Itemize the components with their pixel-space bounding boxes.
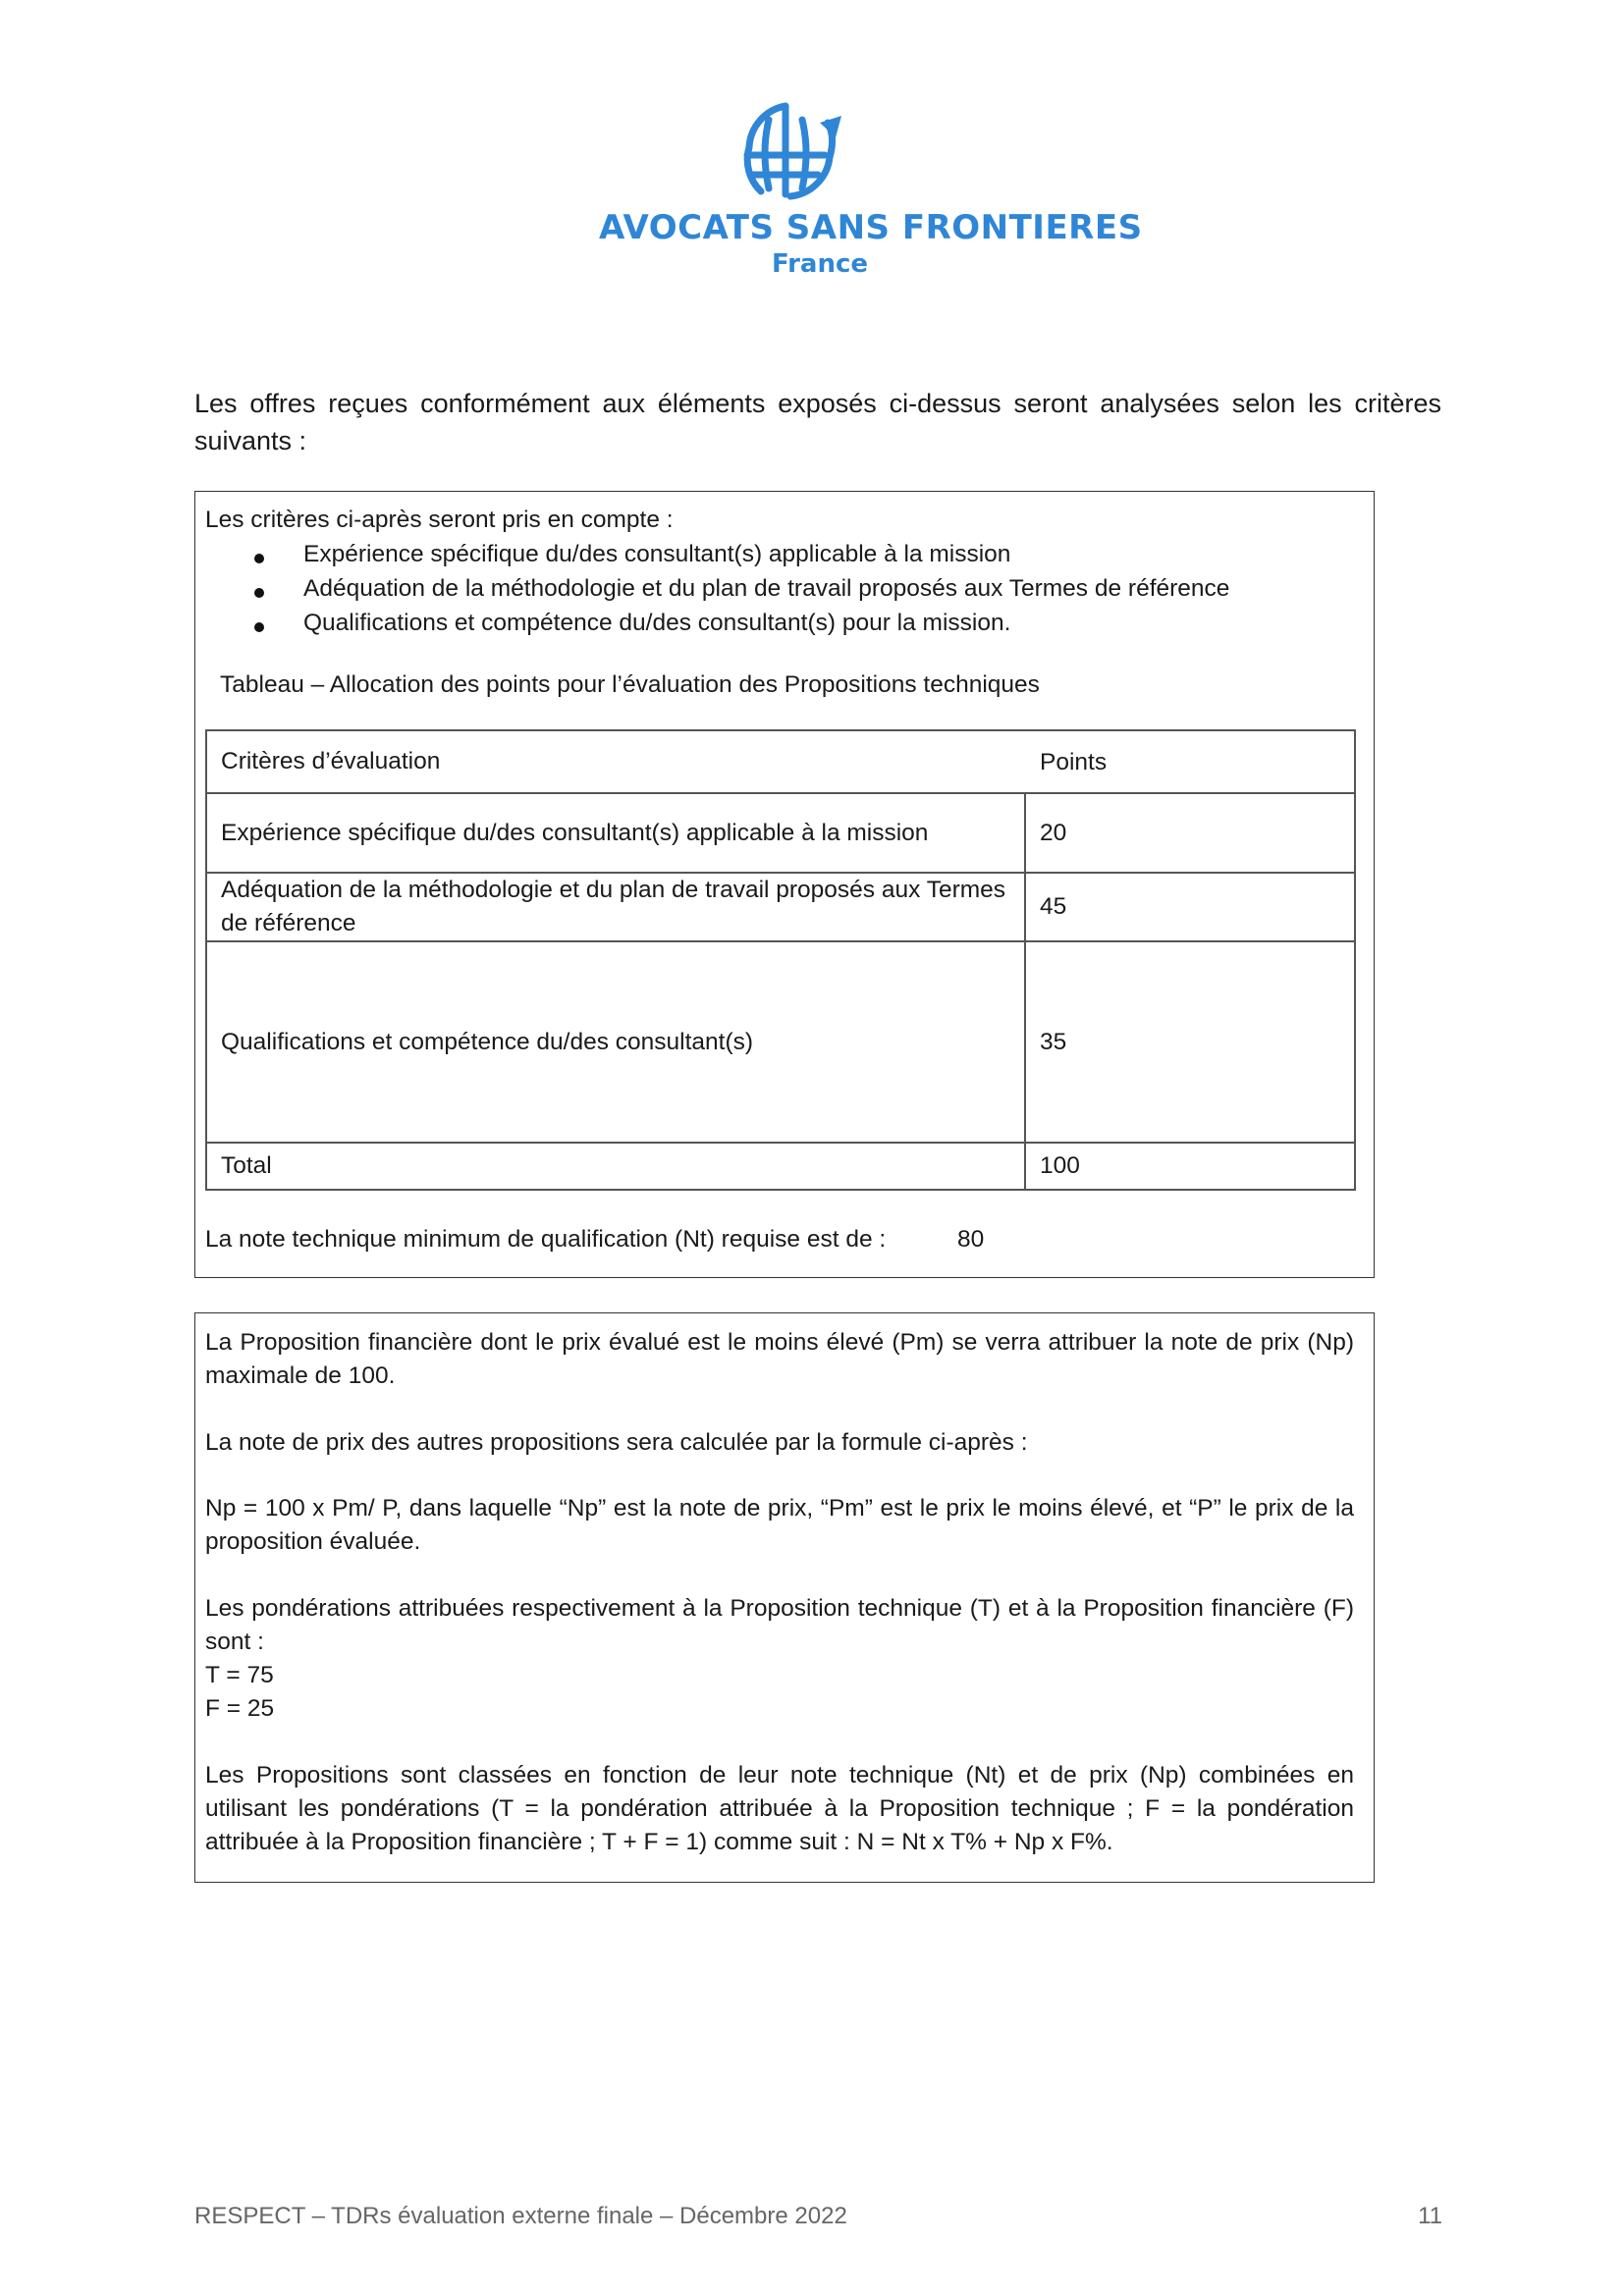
table-row: [206, 793, 1355, 873]
table-total-row: [206, 1143, 1355, 1190]
criteria-bullet: Qualifications et compétence du/des consultant(s) pour la mission.: [303, 610, 1011, 636]
criterion-cell: Qualifications et compétence du/des consultant(s): [206, 941, 1025, 1143]
criterion-cell: Adéquation de la méthodologie et du plan de travail proposés aux Termes de référence: [206, 873, 1025, 941]
intro-paragraph: Les offres reçues conformément aux éléments exposés ci-dessus seront analysées selon les critères suivants :: [194, 389, 1441, 455]
points-cell: 35: [1025, 941, 1355, 1143]
table-row: [206, 873, 1355, 941]
header-criteria: Critères d’évaluation: [221, 748, 441, 774]
logo-name: AVOCATS SANS FRONTIERES: [599, 208, 1143, 247]
criteria-table: [205, 729, 1356, 1191]
total-label-cell: Total: [206, 1143, 1025, 1190]
points-cell: 45: [1025, 873, 1355, 941]
points-cell: 20: [1025, 793, 1355, 873]
logo-country: France: [771, 249, 869, 279]
f-weight: F = 25: [205, 1695, 275, 1722]
organization-logo: [599, 98, 1143, 285]
table-caption: Tableau – Allocation des points pour l’évaluation des Propositions techniques: [220, 671, 1040, 698]
table-header-cell: [206, 730, 1355, 793]
criteria-bullet: Adéquation de la méthodologie et du plan de travail proposés aux Termes de référence: [303, 575, 1230, 602]
criteria-box: [194, 491, 1375, 1278]
table-header-row: [206, 730, 1355, 793]
ranking-paragraph: Les Propositions sont classées en fonction de leur note technique (Nt) et de prix (Np) combinées en utilisant les pondérations (T = la pondération attribuée à la Proposition technique ; F = la pondération attribuée à la Proposition financière ; T + F = 1) comme suit : N = Nt x T% + Np x F%.: [205, 1762, 1354, 1855]
table-row: [206, 941, 1355, 1143]
page-number: 11: [1418, 2203, 1442, 2229]
criteria-lead: Les critères ci-après seront pris en compte :: [205, 507, 674, 533]
financial-paragraph: La Proposition financière dont le prix évalué est le moins élevé (Pm) se verra attribuer la note de prix (Np) maximale de 100.: [205, 1329, 1354, 1389]
weights-paragraph: Les pondérations attribuées respectivement à la Proposition technique (T) et à la Proposition financière (F) sont :: [205, 1595, 1354, 1655]
bullet-icon: [254, 588, 264, 598]
financial-paragraph: La note de prix des autres propositions sera calculée par la formule ci-après :: [205, 1429, 1028, 1456]
t-weight: T = 75: [205, 1662, 274, 1688]
footer-text: RESPECT – TDRs évaluation externe finale – Décembre 2022: [194, 2203, 847, 2229]
min-note-value: 80: [957, 1226, 985, 1253]
financial-box: [194, 1312, 1375, 1883]
globe-arrow-icon: [731, 98, 879, 206]
total-points-cell: 100: [1025, 1143, 1355, 1190]
header-points: Points: [1040, 749, 1108, 775]
criteria-bullet: Expérience spécifique du/des consultant(s) applicable à la mission: [303, 541, 1011, 567]
formula-paragraph: Np = 100 x Pm/ P, dans laquelle “Np” est la note de prix, “Pm” est le prix le moins élevé, et “P” le prix de la proposition évaluée.: [205, 1495, 1354, 1555]
bullet-icon: [254, 622, 264, 632]
criterion-cell: Expérience spécifique du/des consultant(s) applicable à la mission: [206, 793, 1025, 873]
bullet-icon: [254, 554, 264, 563]
min-note-label: La note technique minimum de qualification (Nt) requise est de :: [205, 1226, 887, 1253]
